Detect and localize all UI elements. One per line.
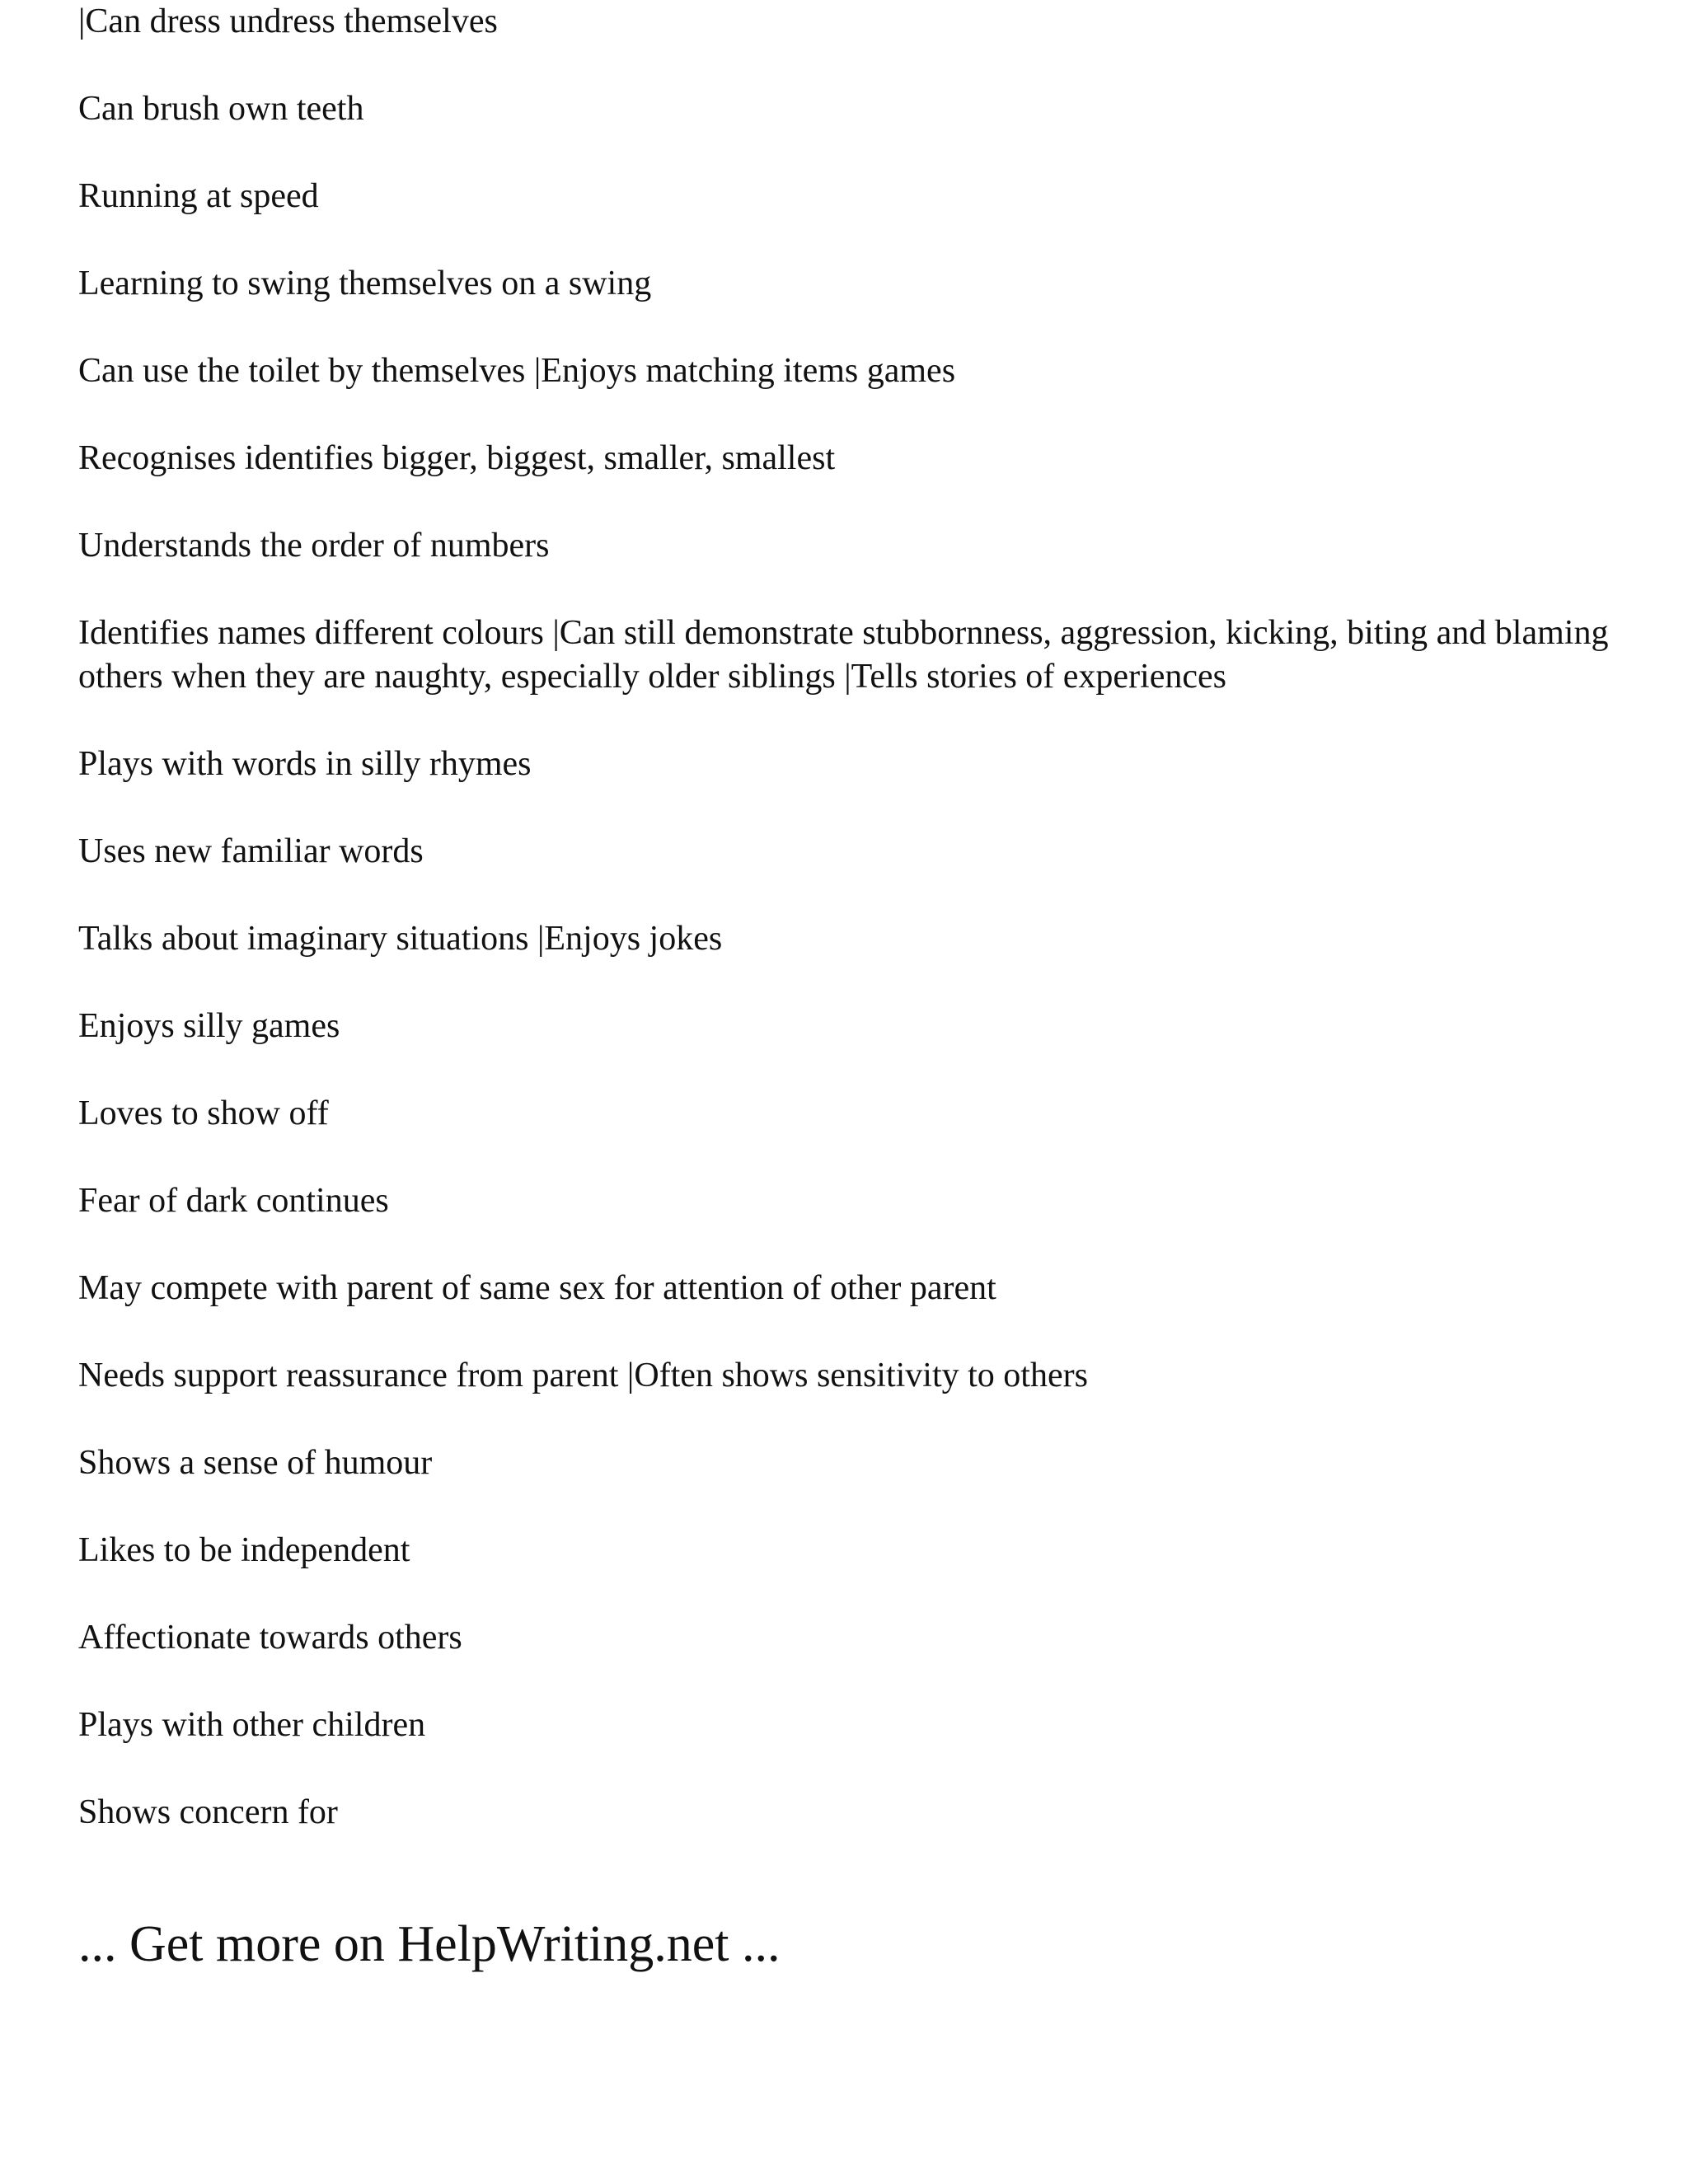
paragraph-1: |Can dress undress themselves: [78, 2, 498, 40]
paragraph-12: Enjoys silly games: [78, 1007, 340, 1045]
paragraph-11: Talks about imaginary situations |Enjoys jokes: [78, 920, 723, 958]
paragraph-17: Shows a sense of humour: [78, 1444, 433, 1482]
paragraph-20: Plays with other children: [78, 1706, 426, 1744]
paragraph-14: Fear of dark continues: [78, 1182, 389, 1220]
get-more-link[interactable]: ... Get more on HelpWriting.net ...: [78, 1916, 781, 1972]
paragraph-7: Understands the order of numbers: [78, 527, 550, 565]
paragraph-21: Shows concern for: [78, 1793, 338, 1831]
document-page: [78, 0, 1644, 1977]
paragraph-5: Can use the toilet by themselves |Enjoys matching items games: [78, 352, 956, 390]
paragraph-2: Can brush own teeth: [78, 90, 364, 128]
paragraph-13: Loves to show off: [78, 1094, 329, 1132]
paragraph-3: Running at speed: [78, 177, 319, 215]
paragraph-19: Affectionate towards others: [78, 1619, 462, 1657]
paragraph-10: Uses new familiar words: [78, 832, 424, 870]
paragraph-4: Learning to swing themselves on a swing: [78, 265, 652, 302]
paragraph-8: Identifies names different colours |Can still demonstrate stubbornness, aggression, kicking, biting and blaming others when they are naughty, especially older siblings |Tells stories of experiences: [78, 614, 1609, 696]
paragraph-15: May compete with parent of same sex for attention of other parent: [78, 1269, 996, 1307]
paragraph-16: Needs support reassurance from parent |Often shows sensitivity to others: [78, 1357, 1088, 1394]
paragraph-9: Plays with words in silly rhymes: [78, 745, 532, 783]
paragraph-6: Recognises identifies bigger, biggest, smaller, smallest: [78, 439, 836, 477]
paragraph-18: Likes to be independent: [78, 1531, 410, 1569]
